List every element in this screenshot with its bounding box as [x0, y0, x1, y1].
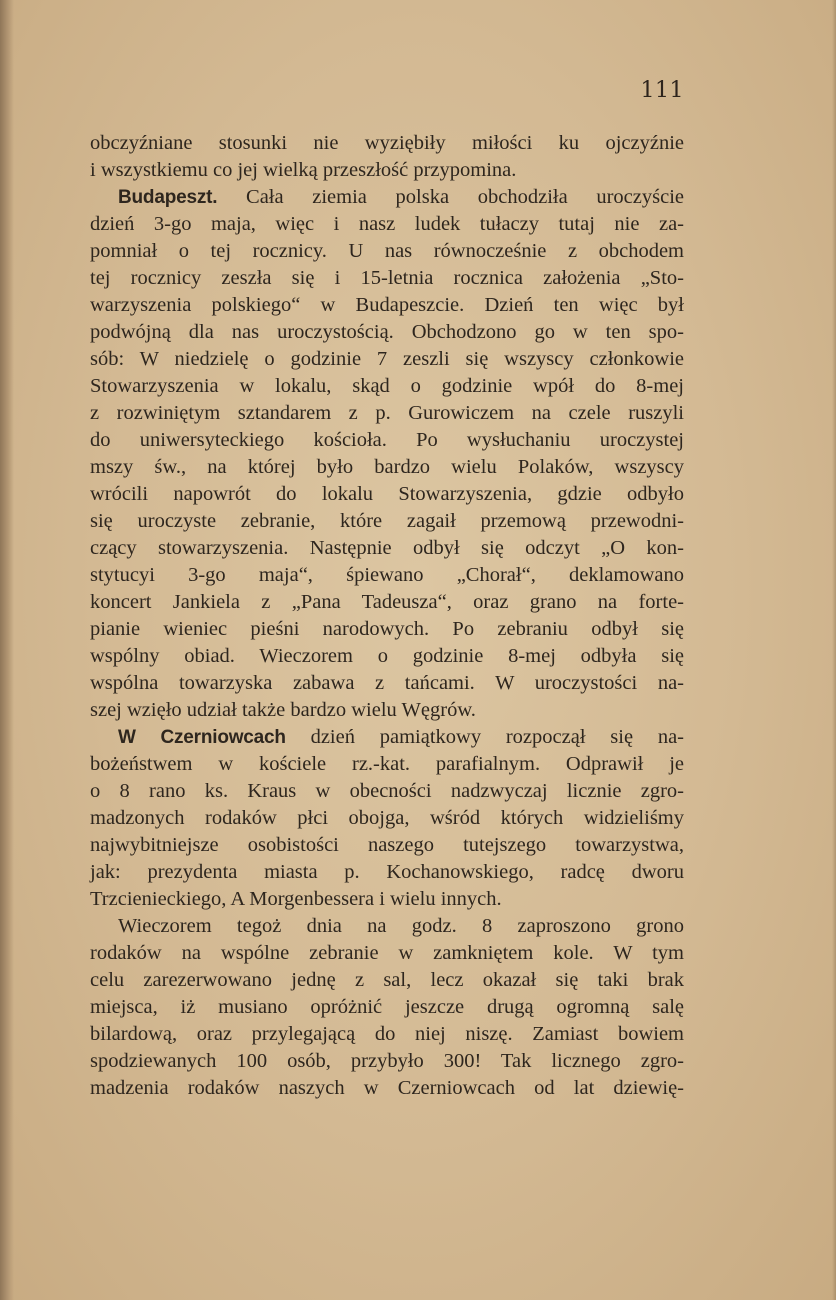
text-line [90, 724, 684, 751]
text-line [90, 130, 684, 157]
text-line-content: i wszystkiemu co jej wielką przeszłość przypomina. [90, 159, 517, 181]
text-line [90, 373, 684, 400]
text-line-content: tej rocznicy zeszła się i 15-letnia rocznica założenia „Sto- [90, 267, 684, 289]
text-line-content: Cała ziemia polska obchodziła uroczyście [217, 186, 684, 208]
page-number: 111 [640, 78, 684, 103]
text-line-content: podwójną dla nas uroczystością. Obchodzono go w ten spo- [90, 321, 684, 343]
text-line [90, 319, 684, 346]
text-line-content: bilardową, oraz przylegającą do niej niszę. Zamiast bowiem [90, 1023, 684, 1045]
text-line-content: warzyszenia polskiego“ w Budapeszcie. Dzień ten więc był [90, 294, 684, 316]
text-line [90, 184, 684, 211]
text-line-content: wrócili napowrót do lokalu Stowarzyszenia, gdzie odbyło [90, 483, 684, 505]
text-line [90, 778, 684, 805]
text-line-content: madzenia rodaków naszych w Czerniowcach od lat dziewię- [90, 1077, 684, 1099]
text-line-content: pianie wieniec pieśni narodowych. Po zebraniu odbył się [90, 618, 684, 640]
text-line [90, 238, 684, 265]
text-line-content: szej wzięło udział także bardzo wielu Węgrów. [90, 699, 476, 721]
text-line [90, 751, 684, 778]
text-line-content: sób: W niedzielę o godzinie 7 zeszli się wszyscy członkowie [90, 348, 684, 370]
text-line-content: obczyźniane stosunki nie wyziębiły miłości ku ojczyźnie [90, 132, 684, 154]
text-line [90, 157, 684, 184]
text-line [90, 913, 684, 940]
text-line-content: z rozwiniętym sztandarem z p. Gurowiczem na czele ruszyli [90, 402, 684, 424]
text-line-content: najwybitniejsze osobistości naszego tutejszego towarzystwa, [90, 834, 684, 856]
text-line-content: madzonych rodaków płci obojga, wśród których widzieliśmy [90, 807, 684, 829]
text-line [90, 589, 684, 616]
text-line [90, 292, 684, 319]
text-line-content: stytucyi 3-go maja“, śpiewano „Chorał“, deklamowano [90, 564, 684, 586]
text-line-content: jak: prezydenta miasta p. Kochanowskiego, radcę dworu [90, 861, 684, 883]
text-line-content: mszy św., na której było bardzo wielu Polaków, wszyscy [90, 456, 684, 478]
text-line-content: bożeństwem w kościele rz.-kat. parafialnym. Odprawił je [90, 753, 684, 775]
text-line-content: spodziewanych 100 osób, przybyło 300! Tak licznego zgro- [90, 1050, 684, 1072]
body-text [90, 130, 684, 1102]
text-line [90, 994, 684, 1021]
text-line [90, 400, 684, 427]
page-binding-edge [0, 0, 14, 1300]
text-line-content: wspólny obiad. Wieczorem o godzinie 8-mej odbyła się [90, 645, 684, 667]
text-line [90, 832, 684, 859]
text-line-content: wspólna towarzyska zabawa z tańcami. W uroczystości na- [90, 672, 684, 694]
text-line [90, 481, 684, 508]
text-line [90, 427, 684, 454]
text-line-content: miejsca, iż musiano opróżnić jeszcze drugą ogromną salę [90, 996, 684, 1018]
text-line [90, 1021, 684, 1048]
section-heading-place: Budapeszt. [118, 187, 218, 208]
text-line-content: dzień 3-go maja, więc i nasz ludek tułaczy tutaj nie za- [90, 213, 684, 235]
text-line-content: o 8 rano ks. Kraus w obecności nadzwyczaj licznie zgro- [90, 780, 684, 802]
text-line [90, 211, 684, 238]
text-line-content: koncert Jankiela z „Pana Tadeusza“, oraz grano na forte- [90, 591, 684, 613]
text-line-content: czący stowarzyszenia. Następnie odbył się odczyt „O kon- [90, 537, 684, 559]
text-line-content: dzień pamiątkowy rozpoczął się na- [285, 726, 684, 748]
text-line-content: rodaków na wspólne zebranie w zamkniętem kole. W tym [90, 942, 684, 964]
text-line-content: Wieczorem tegoż dnia na godz. 8 zaproszono grono [118, 915, 684, 937]
text-line [90, 886, 684, 913]
text-line [90, 562, 684, 589]
text-line [90, 670, 684, 697]
text-line [90, 265, 684, 292]
text-line-content: do uniwersyteckiego kościoła. Po wysłuchaniu uroczystej [90, 429, 684, 451]
text-line [90, 454, 684, 481]
text-line-content: Stowarzyszenia w lokalu, skąd o godzinie wpół do 8-mej [90, 375, 684, 397]
text-line [90, 346, 684, 373]
text-line [90, 697, 684, 724]
text-line [90, 967, 684, 994]
text-line [90, 1048, 684, 1075]
text-line-content: pomniał o tej rocznicy. U nas równocześnie z obchodem [90, 240, 684, 262]
text-line [90, 940, 684, 967]
text-line [90, 805, 684, 832]
text-line [90, 508, 684, 535]
text-line [90, 1075, 684, 1102]
text-line [90, 643, 684, 670]
text-line [90, 859, 684, 886]
text-line [90, 616, 684, 643]
text-line-content: Trzcienieckiego, A Morgenbessera i wielu innych. [90, 888, 502, 910]
page-right-edge [832, 0, 836, 1300]
text-line-content: się uroczyste zebranie, które zagaił przemową przewodni- [90, 510, 684, 532]
section-heading-place: W Czerniowcach [118, 727, 286, 748]
text-line-content: celu zarezerwowano jednę z sal, lecz okazał się taki brak [90, 969, 684, 991]
text-line [90, 535, 684, 562]
